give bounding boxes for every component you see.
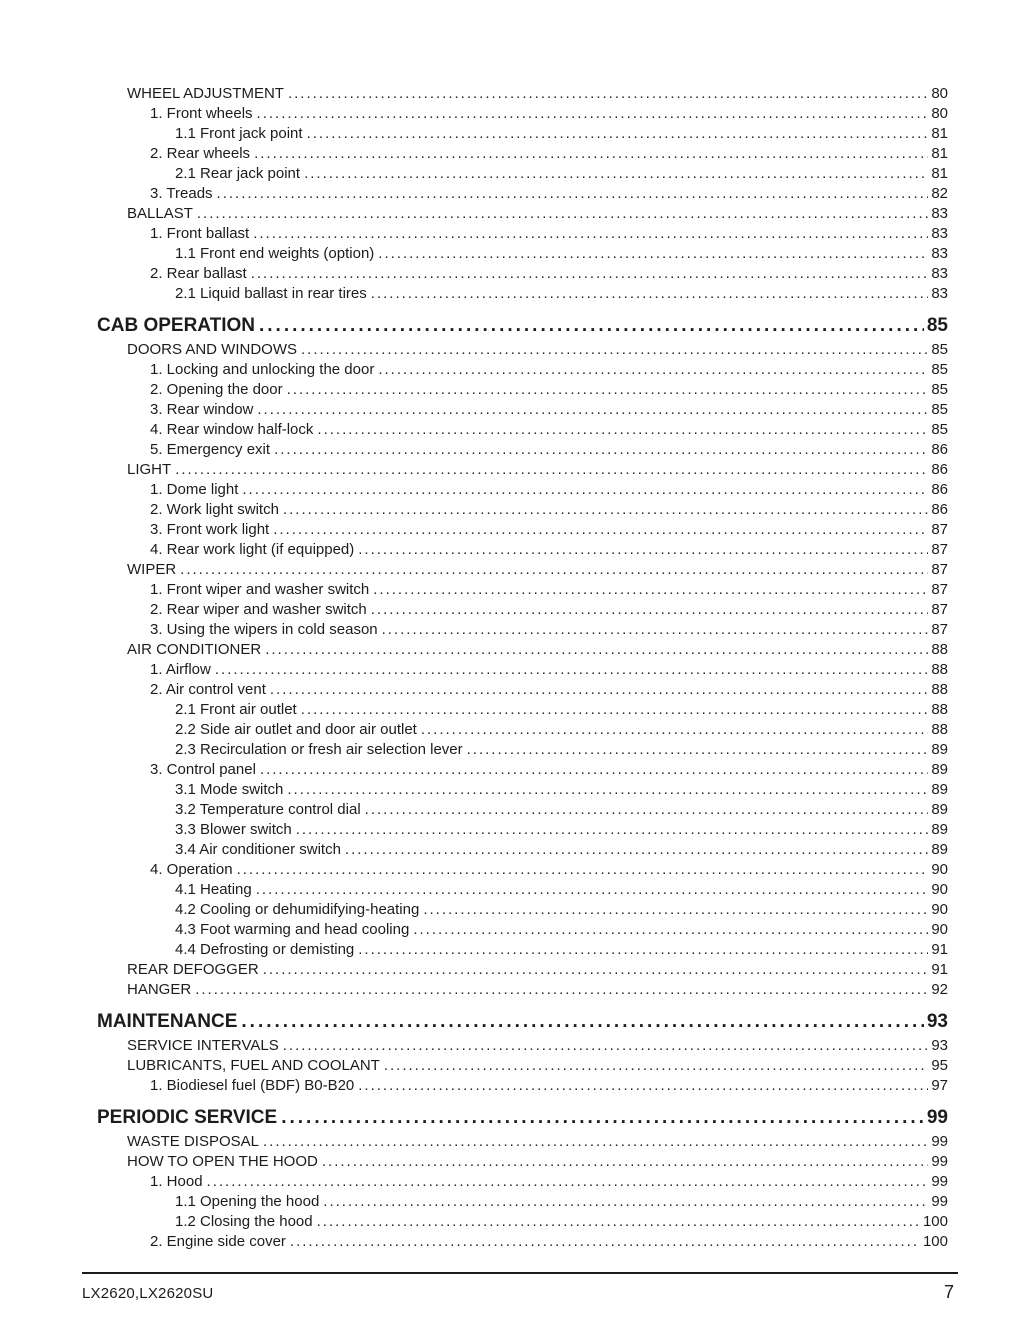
dot-leader: [256, 880, 929, 900]
toc-entry-label: 1. Dome light: [150, 481, 239, 498]
dot-leader: [254, 144, 928, 164]
dot-leader: [283, 500, 928, 520]
toc-entry-label: 3.2 Temperature control dial: [175, 801, 361, 818]
toc-entry: [97, 1192, 948, 1212]
toc-entry: [97, 780, 948, 800]
toc-entry-label: 1. Biodiesel fuel (BDF) B0-B20: [150, 1077, 355, 1094]
toc-entry: [97, 1105, 948, 1130]
toc-entry-page: 80: [931, 85, 948, 102]
toc-entry-label: 4. Rear window half-lock: [150, 421, 314, 438]
toc-entry-label: AIR CONDITIONER: [127, 641, 262, 658]
toc-entry-label: 4. Operation: [150, 861, 233, 878]
toc-entry: [97, 560, 948, 580]
toc-entry-page: 90: [931, 901, 948, 918]
dot-leader: [175, 460, 928, 480]
toc-entry-label: 1.1 Front jack point: [175, 125, 303, 142]
dot-leader: [283, 1036, 929, 1056]
dot-leader: [207, 1172, 929, 1192]
toc-entry-page: 82: [931, 185, 948, 202]
dot-leader: [273, 520, 928, 540]
toc-entry: [97, 840, 948, 860]
toc-entry: [97, 860, 948, 880]
toc-entry: [97, 600, 948, 620]
toc-entry-label: CAB OPERATION: [97, 315, 255, 336]
toc-entry-label: WHEEL ADJUSTMENT: [127, 85, 284, 102]
toc-entry-page: 88: [931, 661, 948, 678]
toc-entry: [97, 720, 948, 740]
dot-leader: [270, 680, 928, 700]
toc-entry-page: 83: [931, 245, 948, 262]
toc-entry: [97, 1212, 948, 1232]
toc-entry: [97, 520, 948, 540]
dot-leader: [467, 740, 929, 760]
toc-entry-label: 1. Locking and unlocking the door: [150, 361, 375, 378]
toc-entry-label: 4.4 Defrosting or demisting: [175, 941, 355, 958]
toc-entry: [97, 420, 948, 440]
toc-entry-page: 86: [931, 461, 948, 478]
dot-leader: [257, 400, 928, 420]
toc-entry-label: 4.3 Foot warming and head cooling: [175, 921, 410, 938]
toc-entry-label: 3.1 Mode switch: [175, 781, 284, 798]
dot-leader: [287, 380, 929, 400]
toc-entry-label: 3.4 Air conditioner switch: [175, 841, 341, 858]
toc-entry-page: 83: [931, 205, 948, 222]
dot-leader: [180, 560, 928, 580]
toc-list: [97, 84, 948, 1252]
toc-entry-page: 93: [931, 1037, 948, 1054]
dot-leader: [301, 700, 929, 720]
toc-entry-page: 89: [931, 841, 948, 858]
toc-entry-label: WIPER: [127, 561, 177, 578]
dot-leader: [378, 360, 928, 380]
toc-entry-page: 87: [931, 541, 948, 558]
toc-entry-label: BALLAST: [127, 205, 193, 222]
toc-entry: [97, 1036, 948, 1056]
toc-entry-page: 100: [922, 1233, 948, 1250]
toc-entry-page: 81: [931, 125, 948, 142]
toc-entry: [97, 244, 948, 264]
toc-entry: [97, 680, 948, 700]
toc-entry-page: 86: [931, 481, 948, 498]
toc-entry-label: 2.2 Side air outlet and door air outlet: [175, 721, 417, 738]
toc-entry-label: 2. Rear ballast: [150, 265, 247, 282]
toc-entry: [97, 340, 948, 360]
dot-leader: [281, 1105, 924, 1130]
toc-entry: [97, 184, 948, 204]
dot-leader: [260, 760, 928, 780]
toc-entry-label: PERIODIC SERVICE: [97, 1107, 278, 1128]
toc-entry: [97, 980, 948, 1000]
toc-entry: [97, 264, 948, 284]
toc-entry: [97, 1132, 948, 1152]
toc-entry-label: HOW TO OPEN THE HOOD: [127, 1153, 318, 1170]
toc-entry-label: 3. Treads: [150, 185, 213, 202]
toc-entry-page: 99: [926, 1107, 948, 1128]
dot-leader: [365, 800, 929, 820]
dot-leader: [288, 84, 928, 104]
toc-entry-label: REAR DEFOGGER: [127, 961, 259, 978]
toc-entry-label: 1.2 Closing the hood: [175, 1213, 313, 1230]
dot-leader: [257, 104, 929, 124]
toc-entry: [97, 960, 948, 980]
toc-entry-page: 95: [931, 1057, 948, 1074]
toc-entry: [97, 800, 948, 820]
toc-entry-page: 88: [931, 701, 948, 718]
toc-entry: [97, 760, 948, 780]
toc-entry-page: 89: [931, 741, 948, 758]
toc-entry-page: 85: [931, 381, 948, 398]
toc-entry-label: 3. Using the wipers in cold season: [150, 621, 378, 638]
toc-entry-page: 89: [931, 801, 948, 818]
toc-entry-page: 92: [931, 981, 948, 998]
toc-entry-page: 99: [931, 1153, 948, 1170]
toc-entry: [97, 164, 948, 184]
toc-entry-label: LIGHT: [127, 461, 172, 478]
toc-entry-label: SERVICE INTERVALS: [127, 1037, 279, 1054]
toc-entry: [97, 740, 948, 760]
toc-entry-page: 87: [931, 561, 948, 578]
dot-leader: [195, 980, 928, 1000]
dot-leader: [251, 264, 929, 284]
dot-leader: [358, 1076, 928, 1096]
toc-entry: [97, 440, 948, 460]
dot-leader: [263, 960, 929, 980]
toc-entry-label: 1.1 Front end weights (option): [175, 245, 375, 262]
toc-entry-label: 2.3 Recirculation or fresh air selection lever: [175, 741, 463, 758]
dot-leader: [384, 1056, 928, 1076]
footer-page-number: 7: [943, 1282, 954, 1302]
toc-entry-label: 2. Rear wiper and washer switch: [150, 601, 367, 618]
toc-entry-page: 88: [931, 681, 948, 698]
toc-entry-label: 4.2 Cooling or dehumidifying-heating: [175, 901, 420, 918]
toc-entry-page: 90: [931, 881, 948, 898]
toc-entry-page: 93: [926, 1011, 948, 1032]
dot-leader: [242, 480, 928, 500]
toc-entry: [97, 620, 948, 640]
toc-entry-page: 83: [931, 225, 948, 242]
toc-entry-label: LUBRICANTS, FUEL AND COOLANT: [127, 1057, 380, 1074]
toc-entry-page: 99: [931, 1133, 948, 1150]
toc-entry-label: MAINTENANCE: [97, 1011, 238, 1032]
toc-entry: [97, 313, 948, 338]
toc-entry-page: 89: [931, 781, 948, 798]
toc-entry: [97, 1232, 948, 1252]
toc-entry-page: 81: [931, 145, 948, 162]
dot-leader: [253, 224, 928, 244]
toc-entry-page: 91: [931, 961, 948, 978]
toc-entry: [97, 284, 948, 304]
toc-entry: [97, 1076, 948, 1096]
toc-entry: [97, 640, 948, 660]
toc-entry: [97, 400, 948, 420]
dot-leader: [323, 1192, 928, 1212]
toc-entry: [97, 540, 948, 560]
toc-entry-page: 87: [931, 621, 948, 638]
dot-leader: [371, 600, 929, 620]
dot-leader: [241, 1009, 923, 1034]
toc-entry: [97, 660, 948, 680]
toc-entry: [97, 920, 948, 940]
toc-entry-label: 1. Front wheels: [150, 105, 253, 122]
toc-entry-label: 2.1 Front air outlet: [175, 701, 297, 718]
toc-entry: [97, 1152, 948, 1172]
toc-entry: [97, 1009, 948, 1034]
toc-entry-page: 85: [931, 401, 948, 418]
dot-leader: [217, 184, 929, 204]
toc-entry-label: 4. Rear work light (if equipped): [150, 541, 355, 558]
toc-entry-label: DOORS AND WINDOWS: [127, 341, 298, 358]
toc-entry-label: 2. Engine side cover: [150, 1233, 286, 1250]
toc-entry-page: 83: [931, 285, 948, 302]
dot-leader: [290, 1232, 920, 1252]
toc-entry-label: 2.1 Rear jack point: [175, 165, 301, 182]
dot-leader: [382, 620, 929, 640]
dot-leader: [378, 244, 928, 264]
toc-entry-page: 83: [931, 265, 948, 282]
toc-entry: [97, 224, 948, 244]
dot-leader: [345, 840, 928, 860]
toc-entry-page: 80: [931, 105, 948, 122]
toc-entry-page: 87: [931, 521, 948, 538]
toc-entry: [97, 124, 948, 144]
toc-entry-page: 89: [931, 761, 948, 778]
toc-entry-label: 3.3 Blower switch: [175, 821, 292, 838]
toc-entry-label: 1. Front wiper and washer switch: [150, 581, 370, 598]
toc-entry: [97, 700, 948, 720]
toc-entry: [97, 104, 948, 124]
toc-entry-page: 85: [926, 315, 948, 336]
toc-entry: [97, 380, 948, 400]
dot-leader: [322, 1152, 928, 1172]
toc-entry-page: 100: [922, 1213, 948, 1230]
dot-leader: [274, 440, 928, 460]
toc-entry-label: WASTE DISPOSAL: [127, 1133, 259, 1150]
toc-entry-page: 86: [931, 441, 948, 458]
toc-entry-page: 86: [931, 501, 948, 518]
dot-leader: [259, 313, 924, 338]
toc-entry: [97, 1056, 948, 1076]
toc-entry-label: 5. Emergency exit: [150, 441, 271, 458]
toc-entry-label: 2. Air control vent: [150, 681, 266, 698]
dot-leader: [301, 340, 928, 360]
dot-leader: [317, 1212, 920, 1232]
toc-entry: [97, 460, 948, 480]
toc-entry-page: 85: [931, 421, 948, 438]
footer-rule: [82, 1272, 958, 1274]
toc-entry-page: 87: [931, 581, 948, 598]
toc-entry: [97, 580, 948, 600]
toc-entry-page: 99: [931, 1193, 948, 1210]
toc-entry-label: 2.1 Liquid ballast in rear tires: [175, 285, 367, 302]
toc-entry: [97, 940, 948, 960]
dot-leader: [371, 284, 929, 304]
toc-entry-label: 4.1 Heating: [175, 881, 252, 898]
toc-entry: [97, 820, 948, 840]
toc-entry-label: 3. Control panel: [150, 761, 256, 778]
toc-entry-page: 81: [931, 165, 948, 182]
toc-entry: [97, 500, 948, 520]
toc-entry-page: 90: [931, 861, 948, 878]
toc-entry-label: 2. Opening the door: [150, 381, 283, 398]
toc-entry: [97, 900, 948, 920]
dot-leader: [373, 580, 928, 600]
toc-entry-label: 1.1 Opening the hood: [175, 1193, 320, 1210]
toc-entry-label: 1. Airflow: [150, 661, 211, 678]
dot-leader: [265, 640, 928, 660]
toc-entry: [97, 360, 948, 380]
dot-leader: [358, 940, 928, 960]
toc-entry-label: 3. Front work light: [150, 521, 270, 538]
dot-leader: [237, 860, 929, 880]
toc-entry-page: 97: [931, 1077, 948, 1094]
dot-leader: [296, 820, 929, 840]
dot-leader: [421, 720, 928, 740]
dot-leader: [197, 204, 928, 224]
toc-entry-page: 85: [931, 361, 948, 378]
dot-leader: [304, 164, 928, 184]
toc-entry-page: 88: [931, 721, 948, 738]
toc-entry-page: 91: [931, 941, 948, 958]
toc-entry-page: 90: [931, 921, 948, 938]
toc-entry-label: 1. Front ballast: [150, 225, 250, 242]
toc-entry: [97, 84, 948, 104]
toc-entry-label: 3. Rear window: [150, 401, 254, 418]
toc-entry-label: HANGER: [127, 981, 192, 998]
dot-leader: [263, 1132, 928, 1152]
toc-entry-label: 1. Hood: [150, 1173, 203, 1190]
dot-leader: [413, 920, 928, 940]
page-footer: [82, 1282, 954, 1303]
toc-entry-label: 2. Rear wheels: [150, 145, 251, 162]
dot-leader: [287, 780, 928, 800]
toc-entry-page: 89: [931, 821, 948, 838]
toc-entry-label: 2. Work light switch: [150, 501, 279, 518]
dot-leader: [215, 660, 928, 680]
toc-entry-page: 88: [931, 641, 948, 658]
toc-entry: [97, 480, 948, 500]
toc-entry-page: 99: [931, 1173, 948, 1190]
dot-leader: [358, 540, 928, 560]
toc-entry: [97, 1172, 948, 1192]
footer-model-label: LX2620,LX2620SU: [82, 1285, 214, 1302]
dot-leader: [317, 420, 928, 440]
toc-entry-page: 85: [931, 341, 948, 358]
toc-entry: [97, 144, 948, 164]
toc-entry-page: 87: [931, 601, 948, 618]
toc-entry: [97, 880, 948, 900]
dot-leader: [307, 124, 929, 144]
toc-entry: [97, 204, 948, 224]
dot-leader: [423, 900, 928, 920]
